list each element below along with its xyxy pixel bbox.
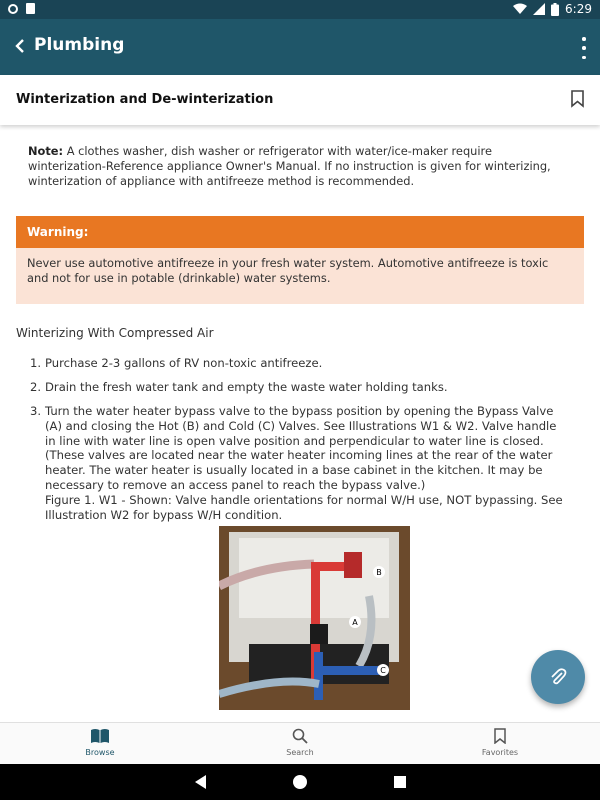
- battery-icon: [551, 3, 559, 16]
- step-text: Turn the water heater bypass valve to the bypass position by opening the Bypass Valve (A) and closing the Hot (B) and Cold (C) Valves. See Illustrations W1 & W2. Valve handle in line with water line is open valve position and perpendicular to water line is closed. (These valves are located near the water heater incoming lines at the rear of the water heater. The water heater is usually located in a base cabinet in the kitchen. It may be necessary to remove an access panel to reach the bypass valve.): [45, 404, 557, 492]
- warning-text: Never use automotive antifreeze in your fresh water system. Automotive antifreeze is toxic and not for use in potable (drinkable) water systems.: [16, 248, 584, 304]
- back-button[interactable]: [8, 33, 32, 59]
- note-paragraph: [28, 144, 558, 189]
- topic-header: [0, 75, 600, 125]
- signal-icon: [533, 3, 545, 15]
- nav-search[interactable]: [250, 728, 350, 757]
- section-title: Winterizing With Compressed Air: [16, 326, 214, 340]
- system-navigation-bar: [0, 764, 600, 800]
- nav-favorites[interactable]: [450, 728, 550, 757]
- more-vert-icon[interactable]: [580, 37, 588, 59]
- list-item: [30, 404, 566, 522]
- nav-browse-label: Browse: [85, 748, 115, 757]
- steps-list: [30, 356, 566, 522]
- valve-photo: [219, 526, 410, 710]
- water-heater-illustration: [219, 526, 410, 710]
- system-home-icon[interactable]: [293, 775, 307, 789]
- nav-search-label: Search: [286, 748, 314, 757]
- app-bar-title: Plumbing: [34, 35, 125, 55]
- nav-browse[interactable]: [50, 728, 150, 757]
- attachment-button[interactable]: [531, 650, 585, 704]
- back-icon: [14, 38, 26, 54]
- system-back-icon[interactable]: [195, 775, 206, 789]
- note-label: Note:: [28, 144, 64, 158]
- figure-caption: Figure 1. W1 - Shown: Valve handle orientations for normal W/H use, NOT bypassing. See Illustration W2 for bypass W/H condition.: [45, 492, 563, 522]
- note-text: A clothes washer, dish washer or refrigerator with water/ice-maker require winterization-Reference appliance Owner's Manual. If no instruction is given for winterizing, winterization of appliance with antifreeze method is recommended.: [28, 144, 551, 188]
- sd-card-icon: [26, 3, 35, 14]
- list-item: [30, 380, 566, 404]
- status-time: 6:29: [565, 2, 592, 16]
- status-bar: [0, 0, 600, 19]
- app-bar: [0, 19, 600, 75]
- photo-label-c: C: [380, 666, 386, 675]
- photo-label-a: A: [352, 618, 358, 627]
- attachment-icon: [548, 667, 568, 687]
- article-content: [0, 128, 600, 722]
- photo-label-b: B: [376, 568, 382, 577]
- bookmark-icon: [571, 90, 584, 108]
- nav-favorites-label: Favorites: [481, 748, 519, 757]
- step-number: 1.: [30, 356, 42, 370]
- bookmark-button[interactable]: [571, 90, 584, 112]
- warning-box: [16, 216, 584, 304]
- bottom-navigation: [0, 722, 600, 764]
- list-item: [30, 356, 566, 380]
- system-recents-icon[interactable]: [394, 776, 406, 788]
- warning-title: Warning:: [16, 216, 584, 248]
- step-text: Purchase 2-3 gallons of RV non-toxic antifreeze.: [45, 356, 323, 370]
- search-icon: [292, 728, 308, 744]
- step-text: Drain the fresh water tank and empty the waste water holding tanks.: [45, 380, 448, 394]
- step-number: 2.: [30, 380, 42, 394]
- book-icon: [90, 728, 110, 744]
- circle-icon: [8, 4, 18, 14]
- wifi-icon: [513, 3, 527, 15]
- step-number: 3.: [30, 404, 42, 418]
- topic-title: Winterization and De-winterization: [16, 92, 274, 107]
- bookmark-icon: [494, 728, 506, 744]
